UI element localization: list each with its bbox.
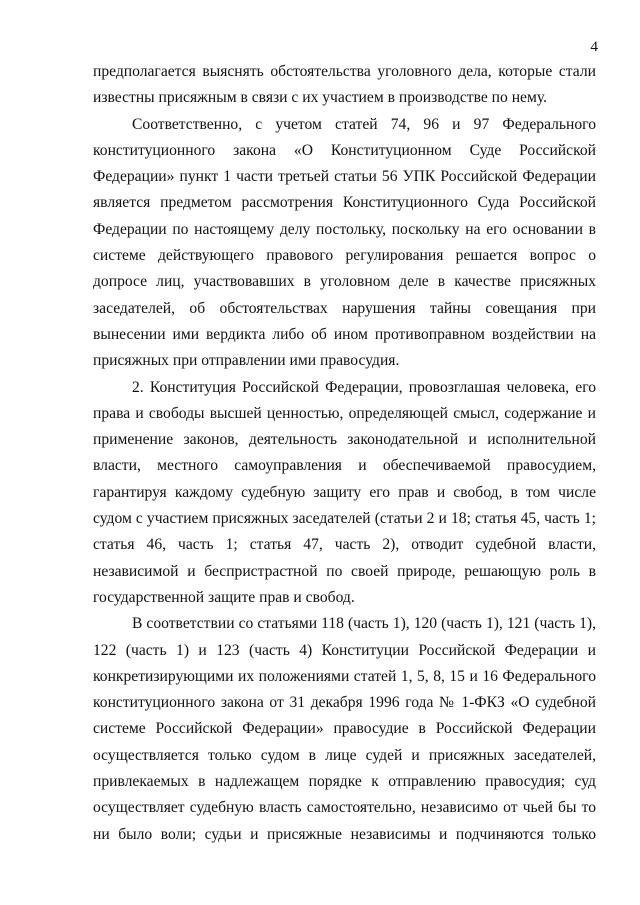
text-line: конституционного закона «О Конституционном Суде Российской [93,141,596,159]
text-line: независимой и беспристрастной по своей природе, решающую роль в [93,562,596,580]
body-text [93,59,596,848]
text-line: Соответственно, с учетом статей 74, 96 и 97 Федерального [132,115,596,133]
text-line: государственной защите прав и свобод. [93,588,355,606]
text-line: Федерации по настоящему делу постольку, поскольку на его основании в [93,220,596,238]
text-line: гарантируя каждому судебную защиту его прав и свобод, в том числе [93,483,596,501]
text-line: привлекаемых в надлежащем порядке к отправлению правосудия; суд [93,773,596,791]
text-line: власти, местного самоуправления и обеспечиваемой правосудием, [93,457,596,475]
text-line: В соответствии со статьями 118 (часть 1), 120 (часть 1), 121 (часть 1), [132,615,596,633]
text-line: применение законов, деятельность законодательной и исполнительной [93,431,596,449]
text-line: системе действующего правового регулирования решается вопрос о [93,247,596,265]
text-line: судом с участием присяжных заседателей (статьи 2 и 18; статья 45, часть 1; [93,510,596,528]
text-line: системе Российской Федерации» правосудие в Российской Федерации [93,720,596,738]
paragraph [93,611,596,848]
text-line: осуществляется только судом в лице судей и присяжных заседателей, [93,746,596,764]
text-line: является предметом рассмотрения Конституционного Суда Российской [93,194,596,212]
text-line: заседателей, об обстоятельствах нарушения тайны совещания при [93,299,596,317]
text-line: присяжных при отправлении ими правосудия. [93,352,400,370]
text-line: права и свободы высшей ценностью, определяющей смысл, содержание и [93,404,596,422]
paragraph-continuation [93,59,596,112]
paragraph [93,375,596,612]
text-line: 2. Конституция Российской Федерации, провозглашая человека, его [132,378,596,396]
text-line: Федерации» пункт 1 части третьей статьи 56 УПК Российской Федерации [93,168,596,186]
text-line: допросе лиц, участвовавших в уголовном деле в качестве присяжных [93,273,596,291]
page-number: 4 [590,39,598,55]
text-line: конституционного закона от 31 декабря 1996 года № 1-ФКЗ «О судебной [93,694,596,712]
text-line: 122 (часть 1) и 123 (часть 4) Конституции Российской Федерации и [93,641,596,659]
text-line: предполагается выяснять обстоятельства уголовного дела, которые стали [93,63,596,80]
text-line: осуществляет судебную власть самостоятельно, независимо от чьей бы то [93,799,596,817]
text-line: вынесении ими вердикта либо об ином противоправном воздействии на [93,325,596,343]
paragraph [93,112,596,375]
text-line: конкретизирующими их положениями статей 1, 5, 8, 15 и 16 Федерального [93,667,596,685]
text-line: ни было воли; судьи и присяжные независимы и подчиняются только [93,825,596,843]
text-line: известны присяжным в связи с их участием в производстве по нему. [93,89,547,107]
text-line: статья 46, часть 1; статья 47, часть 2), отводит судебной власти, [93,536,596,554]
